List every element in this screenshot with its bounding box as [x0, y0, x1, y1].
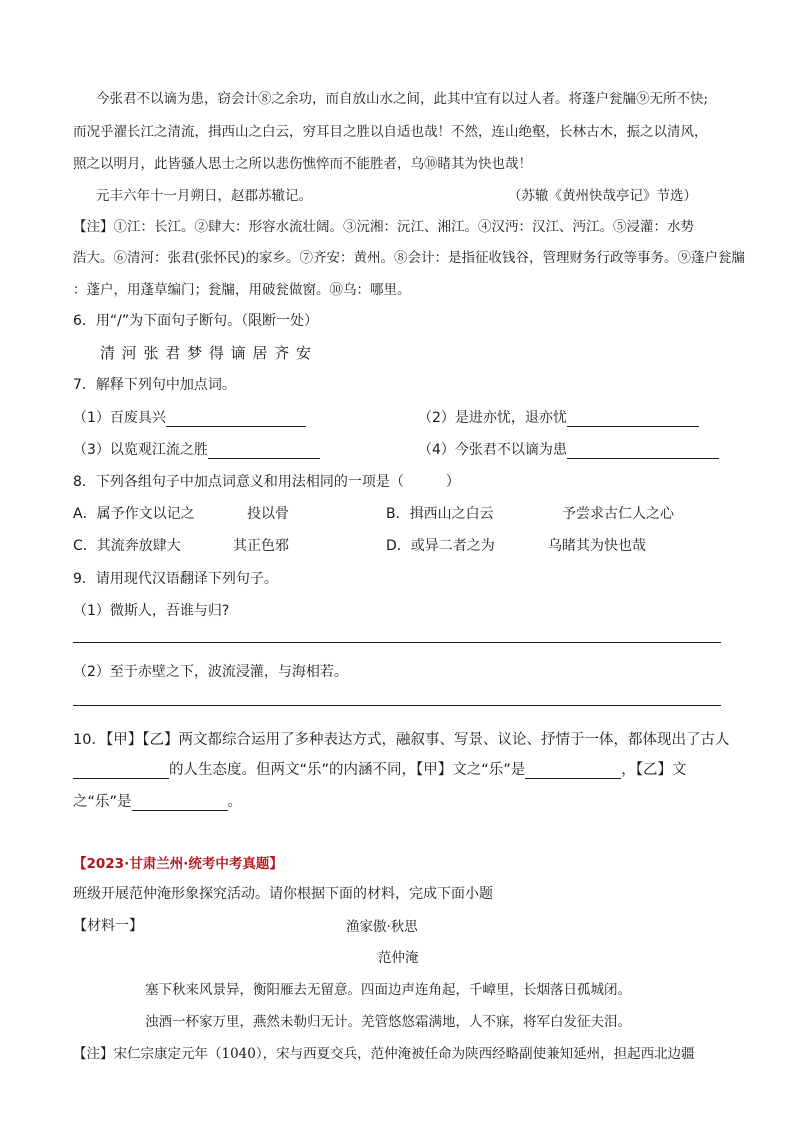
poem-author: 范仲淹 — [378, 950, 419, 966]
notes-line-1: 【注】①江：长江。②肆大：形容水流壮阔。③沅湘：沅江、湘江。④汉沔：汉江、沔江。⑤浸灌：水势 — [73, 219, 694, 235]
q10-line-1: 10．【甲】【乙】两文都综合运用了多种表达方式，融叙事、写景、议论、抒情于一体，都体现出了古人 — [73, 732, 730, 748]
q7-answer-blank-2[interactable] — [567, 412, 699, 427]
passage-line-1: 今张君不以谪为患，窃会计⑧之余功，而自放山水之间，此其中宜有以过人者。将蓬户瓮牖⑨无所不快; — [96, 91, 709, 107]
poem-line-1: 塞下秋来风景异，衡阳雁去无留意。四面边声连角起，千嶂里，长烟落日孤城闭。 — [145, 982, 631, 998]
q10-answer-blank-1[interactable] — [73, 764, 169, 779]
section-intro: 班级开展范仲淹形象探究活动。请你根据下面的材料，完成下面小题 — [73, 886, 493, 902]
q9-item-1: （1）微斯人，吾谁与归? — [73, 603, 230, 619]
q6-prompt: 6．用“/”为下面句子断句。（限断一处） — [73, 313, 319, 329]
section-heading: 【2023·甘肃兰州·统考中考真题】 — [73, 856, 283, 872]
q8-option-a-pair: 投以骨 — [247, 506, 289, 522]
q7-answer-blank-3[interactable] — [208, 444, 320, 459]
q8-option-b-pair: 予尝求古仁人之心 — [562, 506, 674, 522]
q7-item-3: （3）以览观江流之胜 — [73, 439, 320, 459]
notes-line-2: 浩大。⑥清河：张君(张怀民)的家乡。⑦齐安：黄州。⑧会计：是指征收钱谷，管理财务行政等事务。⑨蓬户瓮牖 — [73, 250, 746, 266]
q8-option-c[interactable]: C．其流奔放肆大 — [73, 538, 181, 554]
q8-prompt: 8．下列各组句子中加点词意义和用法相同的一项是（ ） — [73, 474, 460, 490]
q10-line-3: 之“乐”是 。 — [73, 794, 243, 810]
q9-item-2: （2）至于赤壁之下，波流浸灌，与海相若。 — [73, 664, 348, 680]
q8-option-c-pair: 其正色邪 — [233, 538, 289, 554]
passage-date: 元丰六年十一月朔日，赵郡苏辙记。 — [96, 188, 312, 204]
q9-answer-line-1[interactable] — [73, 642, 721, 643]
passage-line-3: 照之以明月，此皆骚人思士之所以悲伤憔悴而不能胜者，乌⑩睹其为快也哉！ — [73, 156, 532, 172]
passage-line-2: 而况乎濯长江之清流，揖西山之白云，穷耳目之胜以自适也哉！不然，连山绝壑，长林古木，振之以清风， — [73, 124, 708, 140]
q7-item-4: （4）今张君不以谪为患 — [418, 439, 719, 459]
q8-option-a[interactable]: A．属予作文以记之 — [73, 506, 195, 522]
q8-option-b[interactable]: B．揖西山之白云 — [386, 506, 494, 522]
q7-prompt: 7．解释下列句中加点词。 — [73, 377, 236, 393]
q7-answer-blank-4[interactable] — [567, 444, 719, 459]
q9-answer-line-2[interactable] — [73, 705, 721, 706]
q7-item-2: （2）是进亦忧，退亦忧 — [418, 407, 699, 427]
notes-line-3: ：蓬户，用蓬草编门；瓮牖，用破瓮做窗。⑩乌：哪里。 — [73, 282, 411, 298]
q9-prompt: 9．请用现代汉语翻译下列句子。 — [73, 571, 278, 587]
q10-answer-blank-3[interactable] — [132, 796, 228, 811]
passage-source: （苏辙《黄州快哉亭记》节选） — [508, 188, 697, 204]
q10-answer-blank-2[interactable] — [525, 764, 621, 779]
q7-answer-blank-1[interactable] — [166, 412, 306, 427]
poem-line-2: 浊酒一杯家万里，燕然未勒归无计。羌管悠悠霜满地，人不寐，将军白发征夫泪。 — [145, 1014, 631, 1030]
material-note: 【注】宋仁宗康定元年（1040），宋与西夏交兵，范仲淹被任命为陕西经略副使兼知延州，担起西北边疆 — [73, 1046, 695, 1062]
q6-sentence: 清 河 张 君 梦 得 谪 居 齐 安 — [100, 344, 312, 362]
q10-line-2: 的人生态度。但两文“乐”的内涵不同，【甲】文之“乐”是 ，【乙】文 — [73, 758, 687, 779]
q8-option-d-pair: 乌睹其为快也哉 — [548, 538, 646, 554]
poem-title: 渔家傲·秋思 — [346, 919, 418, 935]
q8-option-d[interactable]: D．或异二者之为 — [386, 538, 495, 554]
material-label: 【材料一】 — [73, 918, 143, 934]
q7-item-1: （1）百废具兴 — [73, 407, 306, 427]
